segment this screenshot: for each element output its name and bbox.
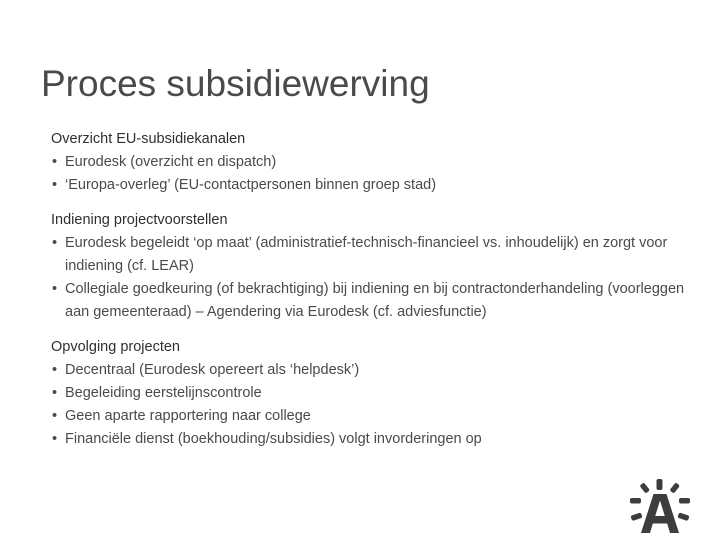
section-project-followup [51,336,691,451]
slide-title: Proces subsidiewerving [41,63,430,104]
list-item: • Financiële dienst (boekhouding/subsidies) volgt invorderingen op [51,428,691,451]
section-heading: Opvolging projecten [51,339,180,355]
section-heading: Indiening projectvoorstellen [51,212,228,228]
bullet-list [51,359,691,451]
section-project-submission [51,209,691,324]
list-item: • Collegiale goedkeuring (of bekrachtiging) bij indiening en bij contractonderhandeling (voorleggen aan gemeenteraad) – Agendering via Eurodesk (cf. adviesfunctie) [51,278,691,324]
section-heading: Overzicht EU-subsidiekanalen [51,131,246,147]
bullet-list [51,232,691,324]
list-item: • ‘Europa-overleg’ (EU-contactpersonen binnen groep stad) [51,174,691,197]
list-item: • Geen aparte rapportering naar college [51,405,691,428]
list-item: • Begeleiding eerstelijnscontrole [51,382,691,405]
bullet-list [51,151,691,197]
list-item: • Eurodesk (overzicht en dispatch) [51,151,691,174]
list-item: • Decentraal (Eurodesk opereert als ‘helpdesk’) [51,359,691,382]
section-eu-channels [51,128,691,197]
antwerp-a-logo-icon [628,478,692,534]
list-item: • Eurodesk begeleidt ‘op maat’ (administratief-technisch-financieel vs. inhoudelijk) en zorgt voor indiening (cf. LEAR) [51,232,691,278]
slide-content [51,128,691,463]
